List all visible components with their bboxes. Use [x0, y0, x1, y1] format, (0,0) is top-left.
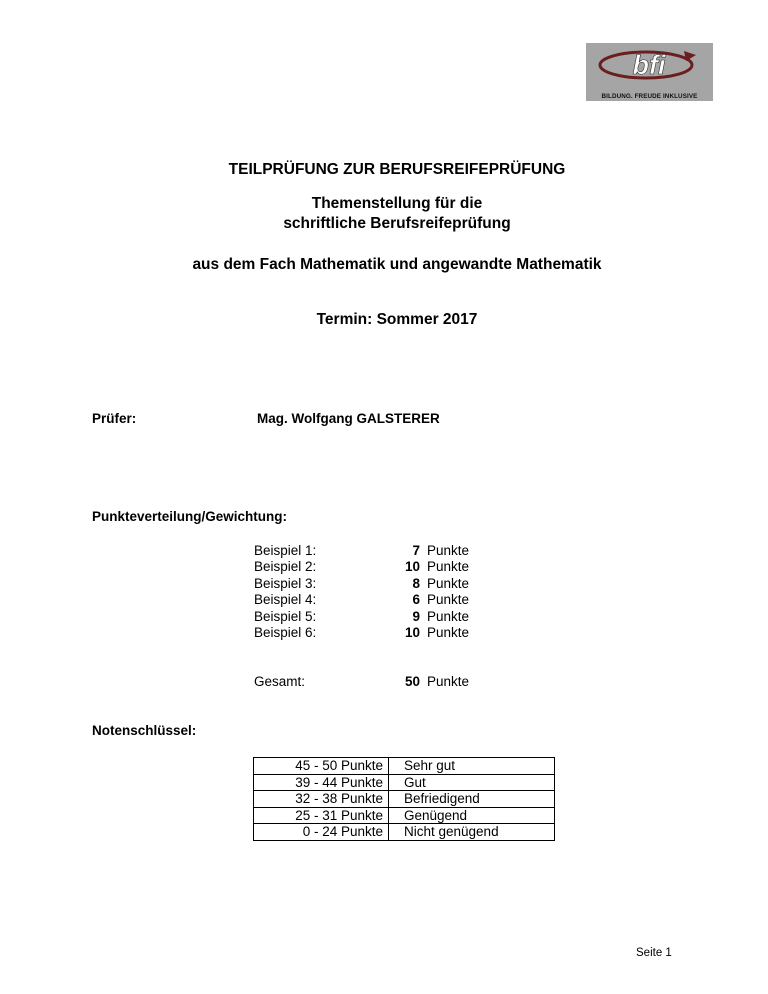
table-row	[254, 791, 555, 808]
points-total-row	[254, 674, 494, 690]
points-unit: Punkte	[427, 625, 470, 640]
grading-table	[253, 757, 555, 841]
table-row	[254, 758, 555, 775]
page-number: Seite 1	[636, 947, 672, 959]
subject-line: aus dem Fach Mathematik und angewandte Mathematik	[192, 256, 602, 273]
example-name: Beispiel 2:	[254, 559, 317, 575]
grade-label: Gut	[389, 774, 555, 791]
bfi-logo	[586, 43, 713, 101]
logo-tagline: BILDUNG. FREUDE INKLUSIVE	[601, 93, 698, 100]
exam-term: Termin: Sommer 2017	[316, 311, 478, 328]
points-unit: Punkte	[427, 592, 470, 608]
grade-range: 32 - 38 Punkte	[254, 791, 389, 808]
points-row	[254, 609, 494, 625]
points-row	[254, 576, 494, 592]
logo-brand-text: bfi	[632, 50, 666, 80]
example-points: 9	[412, 608, 420, 624]
total-points: 50	[404, 674, 420, 689]
document-subtitle	[0, 194, 768, 234]
grade-range: 39 - 44 Punkte	[254, 774, 389, 791]
grade-label: Sehr gut	[389, 758, 555, 775]
grade-label: Befriedigend	[389, 791, 555, 808]
example-name: Beispiel 1:	[254, 543, 317, 558]
bfi-logo-mark	[586, 43, 713, 93]
grade-range: 25 - 31 Punkte	[254, 807, 389, 824]
document-title: TEILPRÜFUNG ZUR BERUFSREIFEPRÜFUNG	[228, 161, 566, 178]
points-row	[254, 592, 494, 608]
points-row	[254, 543, 494, 559]
points-row	[254, 625, 494, 641]
example-points: 7	[412, 543, 420, 558]
subtitle-line-1: Themenstellung für die	[311, 195, 483, 212]
subtitle-line-2: schriftliche Berufsreifeprüfung	[283, 215, 511, 232]
points-unit: Punkte	[427, 608, 470, 624]
example-name: Beispiel 3:	[254, 575, 317, 591]
example-name: Beispiel 4:	[254, 592, 317, 608]
points-unit: Punkte	[427, 575, 470, 591]
example-points: 6	[412, 592, 420, 608]
grade-range: 0 - 24 Punkte	[254, 824, 389, 841]
table-row	[254, 807, 555, 824]
table-row	[254, 824, 555, 841]
points-unit: Punkte	[427, 674, 470, 689]
example-points: 10	[404, 625, 420, 640]
table-row	[254, 774, 555, 791]
examiner-label: Prüfer:	[92, 411, 137, 426]
example-name: Beispiel 5:	[254, 608, 317, 624]
grading-key-label: Notenschlüssel:	[92, 723, 197, 738]
example-name: Beispiel 6:	[254, 625, 317, 640]
points-unit: Punkte	[427, 559, 470, 575]
examiner-name: Mag. Wolfgang GALSTERER	[257, 411, 440, 426]
grade-range: 45 - 50 Punkte	[254, 758, 389, 775]
grade-label: Genügend	[389, 807, 555, 824]
points-distribution-label: Punkteverteilung/Gewichtung:	[92, 509, 288, 524]
example-points: 8	[412, 575, 420, 591]
total-label: Gesamt:	[254, 674, 306, 689]
points-unit: Punkte	[427, 543, 470, 558]
grade-label: Nicht genügend	[389, 824, 555, 841]
example-points: 10	[404, 559, 420, 575]
points-row	[254, 559, 494, 575]
